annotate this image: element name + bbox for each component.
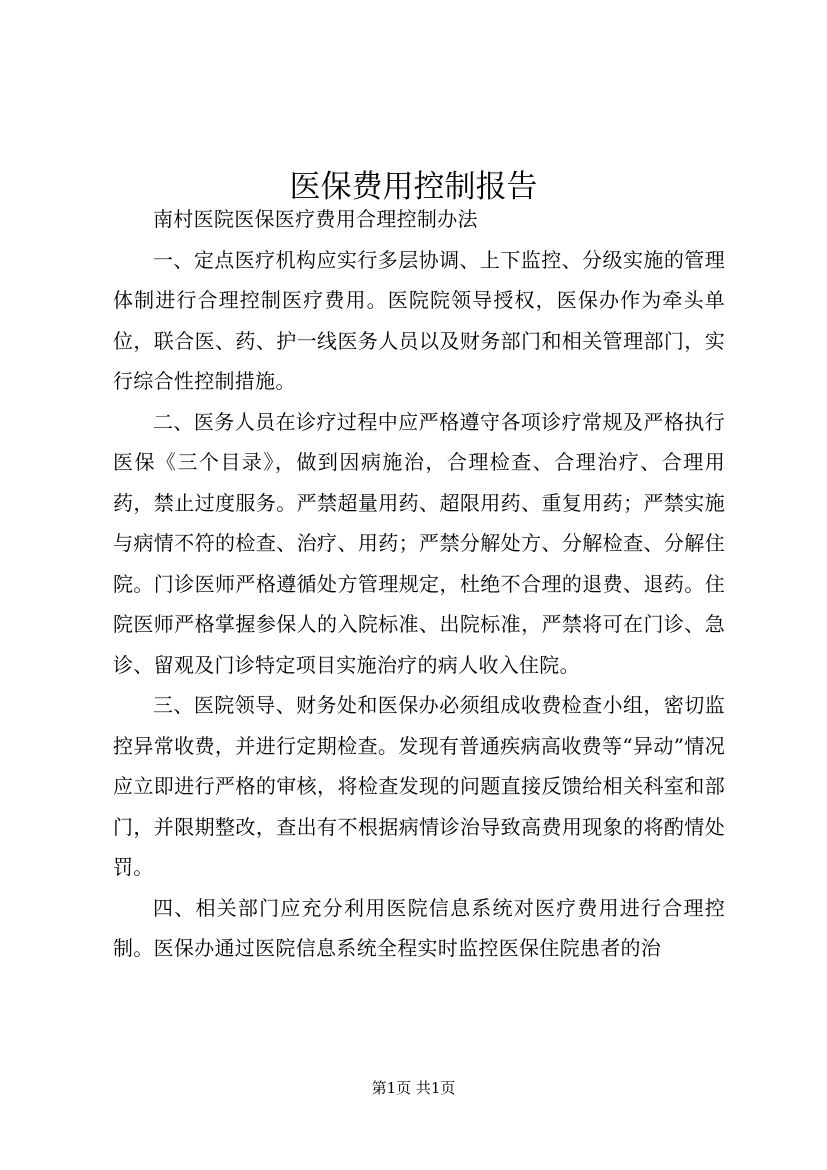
page-title: 医保费用控制报告 <box>289 168 538 205</box>
paragraph-1: 一、定点医疗机构应实行多层协调、上下监控、分级实施的管理体制进行合理控制医疗费用。医院院领导授权，医保办作为牵头单位，联合医、药、护一线医务人员以及财务部门和相关管理部门，实行综合性控制措施。 <box>113 247 725 393</box>
page-number-footer: 第1页 共1页 <box>371 1079 456 1097</box>
paragraph-4: 四、相关部门应充分利用医院信息系统对医疗费用进行合理控制。医保办通过医院信息系统全程实时监控医保住院患者的治 <box>113 895 725 960</box>
paragraph-2: 二、医务人员在诊疗过程中应严格遵守各项诊疗常规及严格执行医保《三个目录》，做到因病施治，合理检查、合理治疗、合理用药，禁止过度服务。严禁超量用药、超限用药、重复用药；严禁实施与病情不符的检查、治疗、用药；严禁分解处方、分解检查、分解住院。门诊医师严格遵循处方管理规定，杜绝不合理的退费、退药。住院医师严格掌握参保人的入院标准、出院标准，严禁将可在门诊、急诊、留观及门诊特定项目实施治疗的病人收入住院。 <box>113 409 725 677</box>
paragraph-3: 三、医院领导、财务处和医保办必须组成收费检查小组，密切监控异常收费，并进行定期检查。发现有普通疾病高收费等“异动”情况应立即进行严格的审核，将检查发现的问题直接反馈给相关科室和部门，并限期整改，查出有不根据病情诊治导致高费用现象的将酌情处罚。 <box>113 693 725 879</box>
subtitle-paragraph: 南村医院医保医疗费用合理控制办法 <box>153 207 478 231</box>
document-body <box>113 199 725 969</box>
